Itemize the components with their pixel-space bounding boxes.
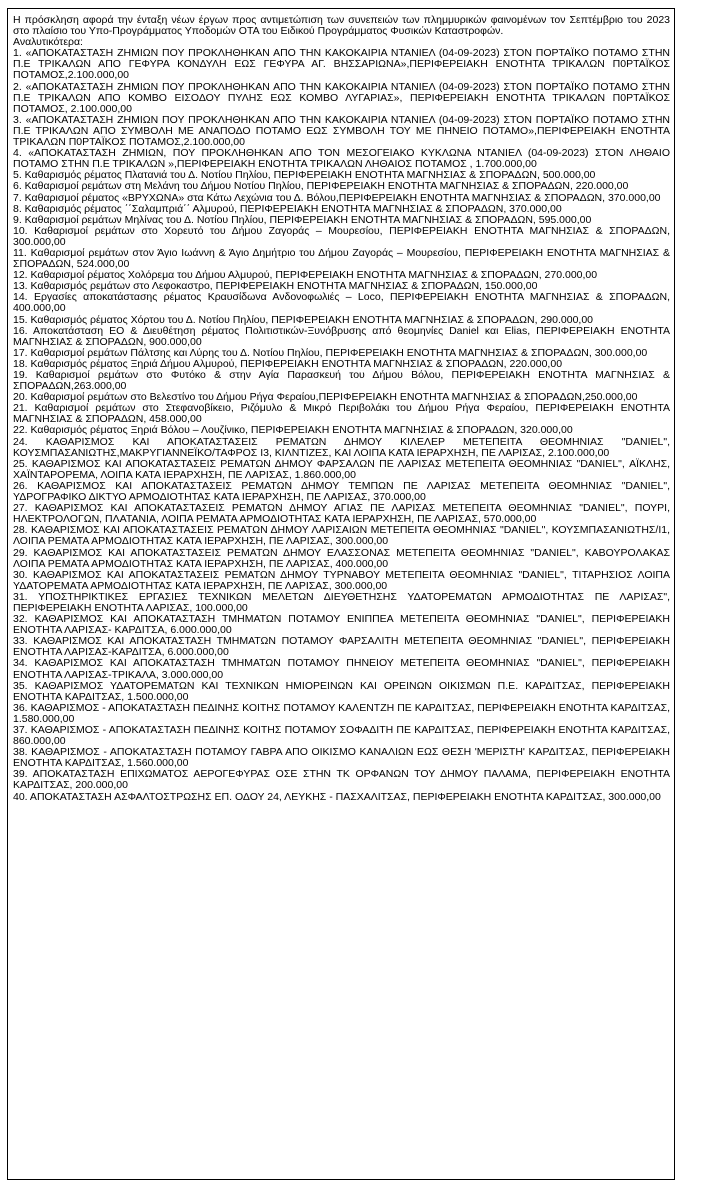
list-item: 18. Καθαρισμός ρέματος Ξηριά Δήμου Αλμυρού, ΠΕΡΙΦΕΡΕΙΑΚΗ ΕΝΟΤΗΤΑ ΜΑΓΝΗΣΙΑΣ & ΣΠΟΡΑΔΩΝ, 220.000,00: [13, 357, 563, 370]
list-item: 33. ΚΑΘΑΡΙΣΜΟΣ ΚΑΙ ΑΠΟΚΑΤΑΣΤΑΣΗ ΤΜΗΜΑΤΩΝ ΠΟΤΑΜΟΥ ΦΑΡΣΑΛΙΤΗ ΜΕΤΕΠΕΙΤΑ ΘΕΟΜΗΝΙΑΣ "DANIEL", ΠΕΡΙΦΕΡΕΙΑΚΗ ΕΝΟΤΗΤΑ ΛΑΡΙΣΑΣ-ΚΑΡΔΙΤΣΑ, 6.000.000,00: [13, 635, 670, 659]
list-item: 8. Καθαρισμός ρέματος ΄΄Σαλαμπριά΄΄ Αλμυρού, ΠΕΡΙΦΕΡΕΙΑΚΗ ΕΝΟΤΗΤΑ ΜΑΓΝΗΣΙΑΣ & ΣΠΟΡΑΔΩΝ, 370.000,00: [13, 202, 562, 215]
list-item: 35. ΚΑΘΑΡΙΣΜΟΣ ΥΔΑΤΟΡΕΜΑΤΩΝ ΚΑΙ ΤΕΧΝΙΚΩΝ ΗΜΙΟΡΕΙΝΩΝ ΚΑΙ ΟΡΕΙΝΩΝ ΟΙΚΙΣΜΩΝ Π.Ε. ΚΑΡΔΙΤΣΑΣ, ΠΕΡΙΦΕΡΕΙΑΚΗ ΕΝΟΤΗΤΑ ΚΑΡΔΙΤΣΑΣ, 1.500.000,00: [13, 679, 670, 703]
list-item: 32. ΚΑΘΑΡΙΣΜΟΣ ΚΑΙ ΑΠΟΚΑΤΑΣΤΑΣΗ ΤΜΗΜΑΤΩΝ ΠΟΤΑΜΟΥ ΕΝΙΠΠΕΑ ΜΕΤΕΠΕΙΤΑ ΘΕΟΜΗΝΙΑΣ "DANIEL", ΠΕΡΙΦΕΡΕΙΑΚΗ ΕΝΟΤΗΤΑ ΛΑΡΙΣΑΣ- ΚΑΡΔΙΤΣΑ, 6.000.000,00: [13, 613, 670, 637]
list-item: 16. Αποκατάσταση ΕΟ & Διευθέτηση ρέματος Πολιτιστικών-Ξυνόβρυσης από θεομηνίες Daniel και Elias, ΠΕΡΙΦΕΡΕΙΑΚΗ ΕΝΟΤΗΤΑ ΜΑΓΝΗΣΙΑΣ & ΣΠΟΡΑΔΩΝ, 900.000,00: [13, 324, 670, 348]
list-item: 19. Καθαρισμοί ρεμάτων στο Φυτόκο & στην Αγία Παρασκευή του Δήμου Βόλου, ΠΕΡΙΦΕΡΕΙΑΚΗ ΕΝΟΤΗΤΑ ΜΑΓΝΗΣΙΑΣ & ΣΠΟΡΑΔΩΝ,263.000,00: [13, 369, 670, 393]
list-item: 21. Καθαρισμοί ρεμάτων στο Στεφανοβίκειο, Ριζόμυλο & Μικρό Περιβολάκι του Δήμου Ρήγα Φεραίου, ΠΕΡΙΦΕΡΕΙΑΚΗ ΕΝΟΤΗΤΑ ΜΑΓΝΗΣΙΑΣ & ΣΠΟΡΑΔΩΝ, 458.000,00: [13, 402, 670, 426]
list-item: 11. Καθαρισμοί ρεμάτων στον Άγιο Ιωάννη & Άγιο Δημήτριο του Δήμου Ζαγοράς – Μουρεσίου, ΠΕΡΙΦΕΡΕΙΑΚΗ ΕΝΟΤΗΤΑ ΜΑΓΝΗΣΙΑΣ & ΣΠΟΡΑΔΩΝ, 524.000,00: [13, 246, 670, 271]
list-item: 4. «ΑΠΟΚΑΤΑΣΤΑΣΗ ΖΗΜΙΩΝ, ΠΟΥ ΠΡΟΚΛΗΘΗΚΑΝ ΑΠΟ ΤΟΝ ΜΕΣΟΓΕΙΑΚΟ ΚΥΚΛΩΝΑ ΝΤΑΝΙΕΛ (04-09-2023) ΣΤΟΝ ΛΗΘΑΙΟ ΠΟΤΑΜΟ ΣΤΗΝ Π.Ε ΤΡΙΚΑΛΩΝ »,ΠΕΡΙΦΕΡΕΙΑΚΗ ΕΝΟΤΗΤΑ ΤΡΙΚΑΛΩΝ ΛΗΘΑΙΟΣ ΠΟΤΑΜΟΣ , 1.700.000,00: [13, 147, 670, 171]
list-item: 37. ΚΑΘΑΡΙΣΜΟΣ - ΑΠΟΚΑΤΑΣΤΑΣΗ ΠΕΔΙΝΗΣ ΚΟΙΤΗΣ ΠΟΤΑΜΟΥ ΣΟΦΑΔΙΤΗ ΠΕ ΚΑΡΔΙΤΣΑΣ, ΠΕΡΙΦΕΡΕΙΑΚΗ ΕΝΟΤΗΤΑ ΚΑΡΔΙΤΣΑΣ, 860.000,00: [13, 724, 670, 748]
list-item: 14. Εργασίες αποκατάστασης ρέματος Κραυσίδωνα Ανδονοφωλιές – Loco, ΠΕΡΙΦΕΡΕΙΑΚΗ ΕΝΟΤΗΤΑ ΜΑΓΝΗΣΙΑΣ & ΣΠΟΡΑΔΩΝ, 400.000,00: [13, 291, 670, 315]
list-item: 7. Καθαρισμοί ρέματος «ΒΡΥΧΩΝΑ» στα Κάτω Λεχώνια του Δ. Βόλου,ΠΕΡΙΦΕΡΕΙΑΚΗ ΕΝΟΤΗΤΑ ΜΑΓΝΗΣΙΑΣ & ΣΠΟΡΑΔΩΝ, 370.000,00: [13, 191, 661, 204]
list-item: 10. Καθαρισμοί ρεμάτων στο Χορευτό του Δήμου Ζαγοράς – Μουρεσίου, ΠΕΡΙΦΕΡΕΙΑΚΗ ΕΝΟΤΗΤΑ ΜΑΓΝΗΣΙΑΣ & ΣΠΟΡΑΔΩΝ, 300.000,00: [13, 224, 670, 248]
list-item: 34. ΚΑΘΑΡΙΣΜΟΣ ΚΑΙ ΑΠΟΚΑΤΑΣΤΑΣΗ ΤΜΗΜΑΤΩΝ ΠΟΤΑΜΟΥ ΠΗΝΕΙΟΥ ΜΕΤΕΠΕΙΤΑ ΘΕΟΜΗΝΙΑΣ "DANIEL", ΠΕΡΙΦΕΡΕΙΑΚΗ ΕΝΟΤΗΤΑ ΛΑΡΙΣΑΣ-ΤΡΙΚΑΛΑ, 3.000.000,00: [13, 657, 670, 681]
list-item: 6. Καθαρισμοί ρεμάτων στη Μελάνη του Δήμου Νοτίου Πηλίου, ΠΕΡΙΦΕΡΕΙΑΚΗ ΕΝΟΤΗΤΑ ΜΑΓΝΗΣΙΑΣ & ΣΠΟΡΑΔΩΝ, 220.000,00: [13, 180, 629, 193]
list-item: 22. Καθαρισμός ρέματος Ξηριά Βόλου – Λουζίνικο, ΠΕΡΙΦΕΡΕΙΑΚΗ ΕΝΟΤΗΤΑ ΜΑΓΝΗΣΙΑΣ & ΣΠΟΡΑΔΩΝ, 320.000,00: [13, 424, 573, 437]
list-item: 40. ΑΠΟΚΑΤΑΣΤΑΣΗ ΑΣΦΑΛΤΟΣΤΡΩΣΗΣ ΕΠ. ΟΔΟΥ 24, ΛΕΥΚΗΣ - ΠΑΣΧΑΛΙΤΣΑΣ, ΠΕΡΙΦΕΡΕΙΑΚΗ ΕΝΟΤΗΤΑ ΚΑΡΔΙΤΣΑΣ, 300.000,00: [13, 790, 661, 803]
list-item: 17. Καθαρισμοί ρεμάτων Πάλτσης και Λύρης του Δ. Νοτίου Πηλίου, ΠΕΡΙΦΕΡΕΙΑΚΗ ΕΝΟΤΗΤΑ ΜΑΓΝΗΣΙΑΣ & ΣΠΟΡΑΔΩΝ, 300.000,00: [13, 346, 648, 359]
list-item: 27. ΚΑΘΑΡΙΣΜΟΣ ΚΑΙ ΑΠΟΚΑΤΑΣΤΑΣΕΙΣ ΡΕΜΑΤΩΝ ΔΗΜΟΥ ΑΓΙΑΣ ΠΕ ΛΑΡΙΣΑΣ ΜΕΤΕΠΕΙΤΑ ΘΕΟΜΗΝΙΑΣ "DANIEL", ΠΟΥΡΙ, ΗΛΕΚΤΡΟΛΟΓΩΝ, ΠΛΑΤΑΝΙΑ, ΛΟΙΠΑ ΡΕΜΑΤΑ ΑΡΜΟΔΙΟΤΗΤΑΣ ΚΑΤΑ ΙΕΡΑΡΧΗΣΗ, ΠΕ ΛΑΡΙΣΑΣ, 570.000,00: [13, 502, 670, 526]
document-box: [7, 8, 675, 1180]
list-item: 25. ΚΑΘΑΡΙΣΜΟΣ ΚΑΙ ΑΠΟΚΑΤΑΣΤΑΣΕΙΣ ΡΕΜΑΤΩΝ ΔΗΜΟΥ ΦΑΡΣΑΛΩΝ ΠΕ ΛΑΡΙΣΑΣ ΜΕΤΕΠΕΙΤΑ ΘΕΟΜΗΝΙΑΣ "DANIEL", ΑΪΚΛΗΣ, ΧΑΪΝΤΑΡΟΡΕΜΑ, ΛΟΙΠΑ ΚΑΤΑ ΙΕΡΑΡΧΗΣΗ, ΠΕ ΛΑΡΙΣΑΣ, 1.860.000,00: [13, 457, 670, 481]
list-item: 13. Καθαρισμός ρεμάτων στο Λεφοκαστρο, ΠΕΡΙΦΕΡΕΙΑΚΗ ΕΝΟΤΗΤΑ ΜΑΓΝΗΣΙΑΣ & ΣΠΟΡΑΔΩΝ, 150.000,00: [13, 280, 538, 293]
list-item: 12. Καθαρισμοί ρέματος Χολόρεμα του Δήμου Αλμυρού, ΠΕΡΙΦΕΡΕΙΑΚΗ ΕΝΟΤΗΤΑ ΜΑΓΝΗΣΙΑΣ & ΣΠΟΡΑΔΩΝ, 270.000,00: [13, 269, 598, 282]
list-item: 24. ΚΑΘΑΡΙΣΜΟΣ ΚΑΙ ΑΠΟΚΑΤΑΣΤΑΣΕΙΣ ΡΕΜΑΤΩΝ ΔΗΜΟΥ ΚΙΛΕΛΕΡ ΜΕΤΕΠΕΙΤΑ ΘΕΟΜΗΝΙΑΣ "DANIEL", ΚΟΥΣΜΠΑΣΑΝΙΩΤΗΣ,ΜΑΚΡΥΓΙΑΝΝΕΪΚΟ/ΤΑΦΡΟΣ Ι3, ΚΙΛΝΤΙΖΕΣ, ΚΑΙ ΛΟΙΠΑ ΚΑΤΑ ΙΕΡΑΡΧΗΣΗ, ΠΕ ΛΑΡΙΣΑΣ, 2.100.000,00: [13, 435, 670, 459]
list-item: 28. ΚΑΘΑΡΙΣΜΟΣ ΚΑΙ ΑΠΟΚΑΤΑΣΤΑΣΕΙΣ ΡΕΜΑΤΩΝ ΔΗΜΟΥ ΛΑΡΙΣΑΙΩΝ ΜΕΤΕΠΕΙΤΑ ΘΕΟΜΗΝΙΑΣ "DANIEL", ΚΟΥΣΜΠΑΣΑΝΙΩΤΗΣ/Ι1, ΛΟΙΠΑ ΡΕΜΑΤΑ ΑΡΜΟΔΙΟΤΗΤΑΣ ΚΑΤΑ ΙΕΡΑΡΧΗΣΗ, ΠΕ ΛΑΡΙΣΑΣ, 300.000,00: [13, 524, 670, 548]
list-item: 2. «ΑΠΟΚΑΤΑΣΤΑΣΗ ΖΗΜΙΩΝ ΠΟΥ ΠΡΟΚΛΗΘΗΚΑΝ ΑΠΟ ΤΗΝ ΚΑΚΟΚΑΙΡΙΑ ΝΤΑΝΙΕΛ (04-09-2023) ΣΤΟΝ ΠΟΡΤΑΪΚΟ ΠΟΤΑΜΟ ΣΤΗΝ Π.Ε ΤΡΙΚΑΛΩΝ ΑΠΟ ΚΟΜΒΟ ΕΙΣΟΔΟΥ ΠΥΛΗΣ ΕΩΣ ΚΟΜΒΟ ΛΥΓΑΡΙΑΣ», ΠΕΡΙΦΕΡΕΙΑΚΗ ΕΝΟΤΗΤΑ ΤΡΙΚΑΛΩΝ Π0ΡΤΑΪΚΟΣ ΠΟΤΑΜΟΣ, 2.100.000,00: [13, 80, 670, 115]
list-item: 20. Καθαρισμοί ρεμάτων στο Βελεστίνο του Δήμου Ρήγα Φεραίου,ΠΕΡΙΦΕΡΕΙΑΚΗ ΕΝΟΤΗΤΑ ΜΑΓΝΗΣΙΑΣ & ΣΠΟΡΑΔΩΝ,250.000,00: [13, 391, 638, 404]
project-list: [13, 48, 670, 802]
list-item: 15. Καθαρισμός ρέματος Χόρτου του Δ. Νοτίου Πηλίου, ΠΕΡΙΦΕΡΕΙΑΚΗ ΕΝΟΤΗΤΑ ΜΑΓΝΗΣΙΑΣ & ΣΠΟΡΑΔΩΝ, 290.000,00: [13, 313, 594, 326]
list-item: 39. ΑΠΟΚΑΤΑΣΤΑΣΗ ΕΠΙΧΩΜΑΤΟΣ ΑΕΡΟΓΕΦΥΡΑΣ ΟΣΕ ΣΤΗΝ ΤΚ ΟΡΦΑΝΩΝ ΤΟΥ ΔΗΜΟΥ ΠΑΛΑΜΑ, ΠΕΡΙΦΕΡΕΙΑΚΗ ΕΝΟΤΗΤΑ ΚΑΡΔΙΤΣΑΣ, 200.000,00: [13, 768, 670, 792]
list-item: 5. Καθαρισμός ρέματος Πλατανιά του Δ. Νοτίου Πηλίου, ΠΕΡΙΦΕΡΕΙΑΚΗ ΕΝΟΤΗΤΑ ΜΑΓΝΗΣΙΑΣ & ΣΠΟΡΑΔΩΝ, 500.000,00: [13, 169, 596, 182]
list-item: 31. ΥΠΟΣΤΗΡΙΚΤΙΚΕΣ ΕΡΓΑΣΙΕΣ ΤΕΧΝΙΚΩΝ ΜΕΛΕΤΩΝ ΔΙΕΥΘΕΤΗΣΗΣ ΥΔΑΤΟΡΕΜΑΤΩΝ ΑΡΜΟΔΙΟΤΗΤΑΣ ΠΕ ΛΑΡΙΣΑΣ", ΠΕΡΙΦΕΡΕΙΑΚΗ ΕΝΟΤΗΤΑ ΛΑΡΙΣΑΣ, 100.000,00: [13, 590, 670, 614]
intro-paragraph: Η πρόσκληση αφορά την ένταξη νέων έργων προς αντιμετώπιση των συνεπειών των πλημμυρικών φαινομένων τον Σεπτέμβριο του 2023 στο πλαίσιο του Υπο-Προγράμματος Υποδομών ΟΤΑ του Ειδικού Προγράμματος Φυσικών Καταστροφών.: [13, 14, 670, 38]
list-item: 26. ΚΑΘΑΡΙΣΜΟΣ ΚΑΙ ΑΠΟΚΑΤΑΣΤΑΣΕΙΣ ΡΕΜΑΤΩΝ ΔΗΜΟΥ ΤΕΜΠΩΝ ΠΕ ΛΑΡΙΣΑΣ ΜΕΤΕΠΕΙΤΑ ΘΕΟΜΗΝΙΑΣ "DANIEL", ΥΔΡΟΓΡΑΦΙΚΟ ΔΙΚΤΥΟ ΑΡΜΟΔΙΟΤΗΤΑΣ ΚΑΤΑ ΙΕΡΑΡΧΗΣΗ, ΠΕ ΛΑΡΙΣΑΣ, 370.000,00: [13, 479, 670, 504]
list-item: 3. «ΑΠΟΚΑΤΑΣΤΑΣΗ ΖΗΜΙΩΝ ΠΟΥ ΠΡΟΚΛΗΘΗΚΑΝ ΑΠΟ ΤΗΝ ΚΑΚΟΚΑΙΡΙΑ ΝΤΑΝΙΕΛ (04-09-2023) ΣΤΟΝ ΠΟΡΤΑΪΚΟ ΠΟΤΑΜΟ ΣΤΗΝ Π.Ε ΤΡΙΚΑΛΩΝ ΑΠΟ ΣΥΜΒΟΛΗ ΜΕ ΑΝΑΠΟΔΟ ΠΟΤΑΜΟ ΕΩΣ ΣΥΜΒΟΛΗ ΤΟΥ ΜΕ ΠΗΝΕΙΟ ΠΟΤΑΜΟ»,ΠΕΡΙΦΕΡΕΙΑΚΗ ΕΝΟΤΗΤΑ ΤΡΙΚΑΛΩΝ Π0ΡΤΑΪΚΟΣ ΠΟΤΑΜΟΣ,2.100.000,00: [13, 113, 670, 149]
list-item: 30. ΚΑΘΑΡΙΣΜΟΣ ΚΑΙ ΑΠΟΚΑΤΑΣΤΑΣΕΙΣ ΡΕΜΑΤΩΝ ΔΗΜΟΥ ΤΥΡΝΑΒΟΥ ΜΕΤΕΠΕΙΤΑ ΘΕΟΜΗΝΙΑΣ "DANIEL", ΤΙΤΑΡΗΣΙΟΣ ΛΟΙΠΑ ΥΔΑΤΟΡΕΜΑΤΑ ΑΡΜΟΔΙΟΤΗΤΑΣ ΚΑΤΑ ΙΕΡΑΡΧΗΣΗ, ΠΕ ΛΑΡΙΣΑΣ, 300.000,00: [13, 568, 670, 592]
list-item: 9. Καθαρισμοί ρεμάτων Μηλίνας του Δ. Νοτίου Πηλίου, ΠΕΡΙΦΕΡΕΙΑΚΗ ΕΝΟΤΗΤΑ ΜΑΓΝΗΣΙΑΣ & ΣΠΟΡΑΔΩΝ, 595.000,00: [13, 213, 592, 226]
list-item: 1. «ΑΠΟΚΑΤΑΣΤΑΣΗ ΖΗΜΙΩΝ ΠΟΥ ΠΡΟΚΛΗΘΗΚΑΝ ΑΠΟ ΤΗΝ ΚΑΚΟΚΑΙΡΙΑ ΝΤΑΝΙΕΛ (04-09-2023) ΣΤΟΝ ΠΟΡΤΑΪΚΟ ΠΟΤΑΜΟ ΣΤΗΝ Π.Ε ΤΡΙΚΑΛΩΝ ΑΠΟ ΓΕΦΥΡΑ ΚΟΝΔΥΛΗ ΕΩΣ ΓΕΦΥΡΑ ΑΓ. ΒΗΣΣΑΡΙΩΝΑ»,ΠΕΡΙΦΕΡΕΙΑΚΗ ΕΝΟΤΗΤΑ ΤΡΙΚΑΛΩΝ Π0ΡΤΑΪΚΟΣ ΠΟΤΑΜΟΣ,2.100.000,00: [13, 47, 670, 82]
list-item: 38. ΚΑΘΑΡΙΣΜΟΣ - ΑΠΟΚΑΤΑΣΤΑΣΗ ΠΟΤΑΜΟΥ ΓΑΒΡΑ ΑΠΟ ΟΙΚΙΣΜΟ ΚΑΝΑΛΙΩΝ ΕΩΣ ΘΕΣΗ 'ΜΕΡΙΣΤΗ' ΚΑΡΔΙΤΣΑΣ, ΠΕΡΙΦΕΡΕΙΑΚΗ ΕΝΟΤΗΤΑ ΚΑΡΔΙΤΣΑΣ, 1.560.000,00: [13, 746, 670, 770]
list-item: 36. ΚΑΘΑΡΙΣΜΟΣ - ΑΠΟΚΑΤΑΣΤΑΣΗ ΠΕΔΙΝΗΣ ΚΟΙΤΗΣ ΠΟΤΑΜΟΥ ΚΑΛΕΝΤΖΗ ΠΕ ΚΑΡΔΙΤΣΑΣ, ΠΕΡΙΦΕΡΕΙΑΚΗ ΕΝΟΤΗΤΑ ΚΑΡΔΙΤΣΑΣ, 1.580.000,00: [13, 701, 670, 725]
list-item: 29. ΚΑΘΑΡΙΣΜΟΣ ΚΑΙ ΑΠΟΚΑΤΑΣΤΑΣΕΙΣ ΡΕΜΑΤΩΝ ΔΗΜΟΥ ΕΛΑΣΣΟΝΑΣ ΜΕΤΕΠΕΙΤΑ ΘΕΟΜΗΝΙΑΣ "DANIEL", ΚΑΒΟΥΡΟΛΑΚΑΣ ΛΟΙΠΑ ΡΕΜΑΤΑ ΑΡΜΟΔΙΟΤΗΤΑΣ ΚΑΤΑ ΙΕΡΑΡΧΗΣΗ, ΠΕ ΛΑΡΙΣΑΣ, 400.000,00: [13, 546, 670, 570]
details-label: Αναλυτικότερα:: [13, 36, 83, 49]
